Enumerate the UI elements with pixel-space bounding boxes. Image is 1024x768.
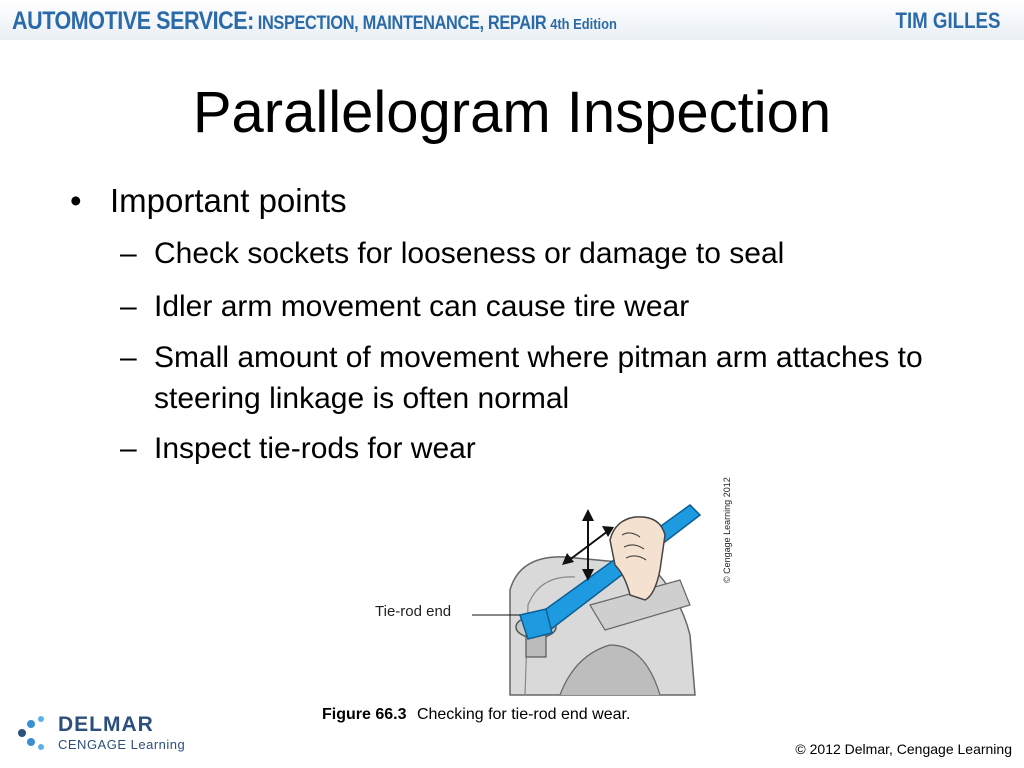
sub-bullet-text: Inspect tie-rods for wear [154,432,476,465]
dash-marker: – [120,237,137,270]
dash-marker: – [120,290,137,323]
top-banner [0,0,1024,40]
slide-title: Parallelogram Inspection [192,80,832,145]
copyright-notice: © 2012 Delmar, Cengage Learning [795,741,1012,757]
bullet-dot: • [70,182,82,219]
figure-caption [322,706,630,724]
tie-rod-illustration [360,495,750,700]
series-title [12,7,617,36]
sub-bullet-item [70,426,970,472]
image-credit: © Cengage Learning 2012 [722,477,732,583]
logo-mark-icon [14,713,54,753]
bullet-list [70,178,970,472]
callout-label: Tie-rod end [375,603,452,620]
up-arrow-head [582,509,594,521]
sub-bullet-text: Small amount of movement where pitman arm attaches to steering linkage is often normal [154,341,923,415]
bullet-item [70,178,970,224]
figure-caption-text: Checking for tie-rod end wear. [416,706,631,723]
sub-bullet-item [70,284,970,330]
figure-number: Figure 66.3 [322,706,407,723]
figure-illustration [360,477,750,700]
sub-bullet-item [70,337,970,419]
dash-marker: – [120,341,137,374]
sub-bullet-text: Idler arm movement can cause tire wear [154,290,690,323]
sub-bullet-text: Check sockets for looseness or damage to seal [154,237,785,270]
sub-bullet-item [70,231,970,277]
author-name: TIM GILLES [895,8,1000,33]
bullet-text: Important points [110,182,347,219]
dash-marker: – [120,432,137,465]
logo-subtitle: CENGAGE Learning [58,737,186,752]
series-title-sub: INSPECTION, MAINTENANCE, REPAIR [257,13,547,34]
series-title-main: AUTOMOTIVE SERVICE: [12,7,254,35]
delmar-logo [14,711,204,756]
logo-name: DELMAR [58,713,154,736]
edition-label: 4th Edition [550,16,617,33]
